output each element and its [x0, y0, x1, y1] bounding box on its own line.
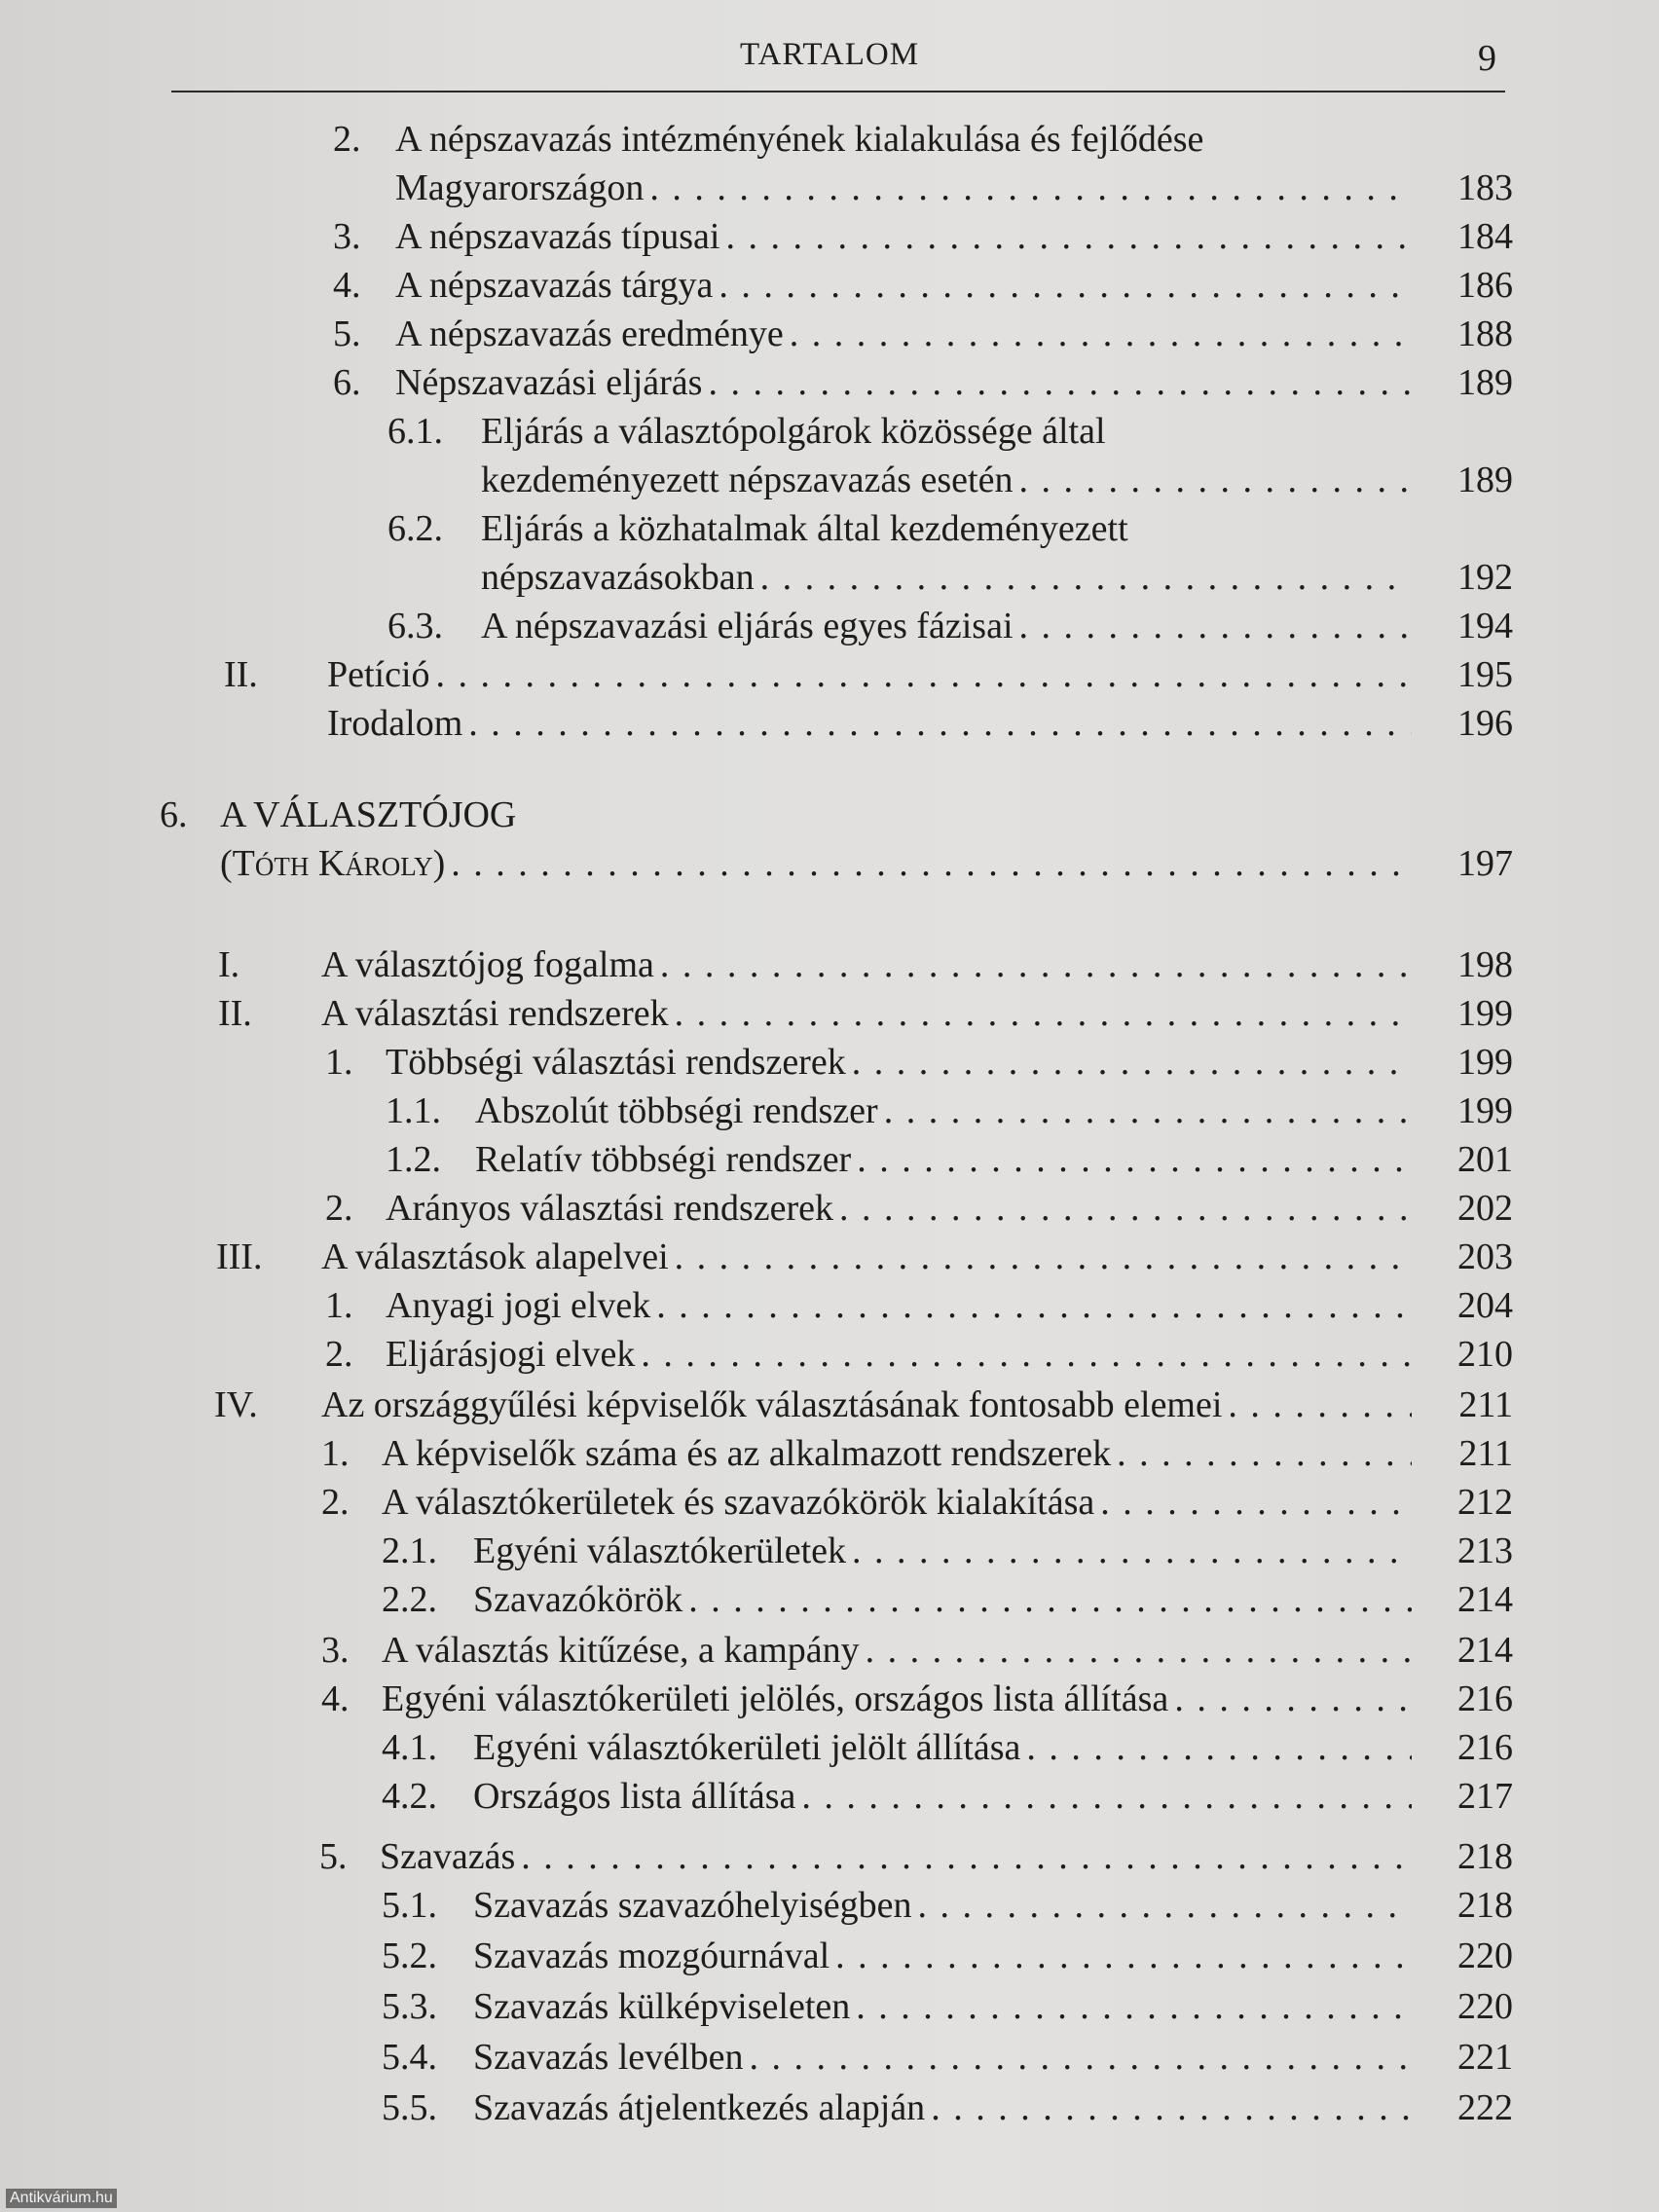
toc-title — [395, 115, 1515, 164]
toc-number: 5.5. — [382, 2087, 437, 2128]
toc-number: IV. — [214, 1384, 258, 1425]
toc-title-text: A népszavazás intézményének kialakulása és fejlődése — [395, 119, 1204, 160]
toc-title — [382, 1478, 1418, 1527]
toc-title-text: A képviselők száma és az alkalmazott rendszerek — [382, 1433, 1112, 1474]
toc-title — [473, 1723, 1418, 1772]
dot-leader — [1019, 602, 1412, 650]
dot-leader — [708, 358, 1412, 407]
toc-entry — [0, 940, 1659, 989]
toc-title — [481, 553, 1418, 602]
toc-entry — [0, 1429, 1659, 1478]
toc-page: 199 — [1457, 1090, 1513, 1131]
toc-title-text: A népszavazás tárgya — [395, 265, 714, 306]
page-number: 9 — [1478, 38, 1496, 79]
dot-leader — [857, 1135, 1412, 1184]
toc-title — [321, 1381, 1418, 1429]
toc-entry — [0, 1381, 1659, 1429]
toc-title-text: Szavazás — [380, 1836, 516, 1877]
toc-title-text: Arányos választási rendszerek — [386, 1188, 834, 1229]
toc-title — [386, 1038, 1418, 1087]
toc-title — [386, 1184, 1418, 1233]
toc-title — [473, 1772, 1418, 1821]
toc-entry — [0, 115, 1659, 164]
toc-page: 210 — [1457, 1334, 1513, 1375]
toc-title-text: Szavazás mozgóurnával — [473, 1936, 830, 1976]
toc-title — [395, 358, 1418, 407]
toc-page: 214 — [1457, 1630, 1513, 1671]
toc-entry — [0, 650, 1659, 699]
toc-entry — [0, 1932, 1659, 1980]
toc-number: 5.2. — [382, 1936, 437, 1976]
dot-leader — [760, 553, 1412, 602]
dot-leader — [839, 1184, 1412, 1233]
toc-page: 194 — [1457, 606, 1513, 646]
toc-title — [382, 1429, 1418, 1478]
toc-page: 217 — [1457, 1776, 1513, 1817]
toc-entry — [0, 1330, 1659, 1379]
toc-number: II. — [224, 654, 258, 695]
dot-leader — [675, 989, 1412, 1038]
dot-leader — [835, 1932, 1412, 1980]
dot-leader — [1100, 1478, 1412, 1527]
toc-title-text: Egyéni választókerületek — [473, 1530, 847, 1571]
toc-page: 198 — [1457, 944, 1513, 985]
toc-title — [473, 2033, 1418, 2082]
toc-number: 2. — [325, 1188, 353, 1229]
dot-leader — [436, 650, 1412, 699]
toc-number: 5.4. — [382, 2037, 437, 2078]
toc-page: 201 — [1457, 1139, 1513, 1180]
toc-number: 3. — [333, 216, 361, 257]
toc-page: 192 — [1457, 557, 1513, 598]
toc-title — [321, 989, 1418, 1038]
toc-number: 6.2. — [387, 508, 443, 549]
toc-number: 5. — [319, 1836, 348, 1877]
toc-title — [395, 164, 1418, 212]
toc-title-text: Magyarországon — [395, 167, 645, 208]
toc-title-text: A választójog fogalma — [321, 944, 654, 985]
toc-number: 4. — [321, 1678, 350, 1719]
toc-title-text: A választás kitűzése, a kampány — [382, 1630, 860, 1671]
toc-entry — [0, 212, 1659, 261]
toc-title — [220, 839, 1418, 888]
toc-entry — [0, 1281, 1659, 1330]
dot-leader — [790, 310, 1412, 358]
dot-leader — [852, 1527, 1412, 1575]
dot-leader — [649, 164, 1412, 212]
toc-page: 211 — [1458, 1433, 1513, 1474]
toc-page: 199 — [1457, 993, 1513, 1034]
toc-number: 2.2. — [382, 1579, 437, 1620]
dot-leader — [801, 1772, 1412, 1821]
toc-entry — [0, 2033, 1659, 2082]
toc-page: 183 — [1457, 167, 1513, 208]
toc-entry — [0, 1038, 1659, 1087]
toc-page: 216 — [1457, 1727, 1513, 1768]
running-title: TARTALOM — [740, 37, 920, 72]
dot-leader — [641, 1330, 1412, 1379]
toc-number: 4.2. — [382, 1776, 437, 1817]
toc-entry — [0, 1184, 1659, 1233]
toc-title — [382, 1675, 1418, 1723]
toc-entry — [0, 1982, 1659, 2031]
toc-page: 195 — [1457, 654, 1513, 695]
toc-entry — [0, 164, 1659, 212]
toc-title — [475, 1087, 1418, 1135]
toc-number: 6.3. — [387, 606, 443, 646]
toc-page: 189 — [1457, 460, 1513, 500]
dot-leader — [675, 1233, 1412, 1281]
toc-page: 213 — [1457, 1530, 1513, 1571]
toc-page: 184 — [1457, 216, 1513, 257]
toc-title-text: Szavazás szavazóhelyiségben — [473, 1885, 912, 1926]
toc-title — [481, 504, 1455, 553]
toc-entry — [0, 456, 1659, 504]
toc-page: 199 — [1457, 1042, 1513, 1083]
toc-title — [321, 940, 1418, 989]
toc-entry — [0, 1087, 1659, 1135]
toc-page: 220 — [1457, 1986, 1513, 2027]
header-rule — [171, 91, 1505, 92]
dot-leader — [719, 261, 1412, 310]
toc-entry — [0, 602, 1659, 650]
toc-title-text: Abszolút többségi rendszer — [475, 1090, 878, 1131]
toc-number: 1. — [325, 1042, 353, 1083]
toc-number: 5.3. — [382, 1986, 437, 2027]
dot-leader — [725, 212, 1412, 261]
toc-title-text: Egyéni választókerületi jelölés, országos lista állítása — [382, 1678, 1169, 1719]
toc-page: 196 — [1457, 703, 1513, 744]
toc-entry — [0, 989, 1659, 1038]
toc-entry — [0, 1478, 1659, 1527]
toc-title-text: Szavazás levélben — [473, 2037, 744, 2078]
toc-page: 221 — [1457, 2037, 1513, 2078]
dot-leader — [1174, 1675, 1412, 1723]
dot-leader — [852, 1038, 1412, 1087]
toc-entry — [0, 1626, 1659, 1675]
toc-entry — [0, 2083, 1659, 2132]
toc-title-text: Egyéni választókerületi jelölt állítása — [473, 1727, 1021, 1768]
toc-number: 3. — [321, 1630, 350, 1671]
toc-title-text: Eljárás a közhatalmak által kezdeményezett — [481, 508, 1128, 549]
dot-leader — [1018, 456, 1412, 504]
toc-number: 1.1. — [386, 1090, 441, 1131]
site-watermark: Antikvárium.hu — [6, 2189, 117, 2208]
toc-title — [321, 1233, 1418, 1281]
chapter-title-text: A VÁLASZTÓJOG — [220, 794, 517, 835]
dot-leader — [856, 1982, 1412, 2031]
toc-title-text: Szavazás külképviseleten — [473, 1986, 851, 2027]
toc-number: 2. — [333, 119, 361, 160]
toc-title-text: kezdeményezett népszavazás esetén — [481, 460, 1014, 500]
toc-title-text: Irodalom — [327, 703, 463, 744]
toc-title-text: Relatív többségi rendszer — [475, 1139, 852, 1180]
toc-number: 2.1. — [382, 1530, 437, 1571]
toc-title — [473, 1881, 1418, 1930]
toc-title — [380, 1832, 1418, 1881]
toc-number: 5. — [333, 313, 361, 354]
toc-title — [382, 1626, 1418, 1675]
dot-leader — [660, 940, 1412, 989]
toc-title-text: Az országgyűlési képviselők választásának fontosabb elemei — [321, 1384, 1223, 1425]
toc-entry — [0, 310, 1659, 358]
toc-title — [395, 212, 1418, 261]
toc-page: 211 — [1458, 1384, 1513, 1425]
dot-leader — [1026, 1723, 1412, 1772]
toc-number: III. — [216, 1236, 263, 1277]
toc-number: 6.1. — [387, 411, 443, 452]
dot-leader — [931, 2083, 1412, 2132]
toc-entry — [0, 553, 1659, 602]
toc-title-text: Eljárás a választópolgárok közössége által — [481, 411, 1106, 452]
chapter-author: (Tóth Károly) — [220, 843, 446, 884]
toc-title-text: A választások alapelvei — [321, 1236, 669, 1277]
toc-page: 222 — [1457, 2087, 1513, 2128]
toc-title-text: Eljárásjogi elvek — [386, 1334, 636, 1375]
toc-entry — [0, 504, 1659, 553]
toc-entry — [0, 1881, 1659, 1930]
dot-leader — [521, 1832, 1412, 1881]
toc-number: 6. — [333, 362, 361, 403]
toc-entry — [0, 261, 1659, 310]
toc-title — [386, 1281, 1418, 1330]
toc-title-text: Szavazás átjelentkezés alapján — [473, 2087, 926, 2128]
toc-number: 4.1. — [382, 1727, 437, 1768]
toc-title — [395, 261, 1418, 310]
toc-title-text: Anyagi jogi elvek — [386, 1285, 651, 1326]
dot-leader — [468, 699, 1412, 748]
toc-number: 2. — [325, 1334, 353, 1375]
toc-title — [395, 310, 1418, 358]
toc-title — [481, 602, 1418, 650]
toc-entry — [0, 699, 1659, 748]
toc-entry — [0, 1575, 1659, 1624]
toc-title — [327, 650, 1418, 699]
dot-leader — [688, 1575, 1412, 1624]
toc-title — [481, 456, 1418, 504]
toc-title-text: Népszavazási eljárás — [395, 362, 703, 403]
toc-entry — [0, 1527, 1659, 1575]
toc-page: 218 — [1457, 1836, 1513, 1877]
toc-page: 186 — [1457, 265, 1513, 306]
chapter-number: 6. — [160, 794, 188, 835]
toc-entry — [0, 1135, 1659, 1184]
toc-title — [481, 407, 1455, 456]
toc-number: 1. — [321, 1433, 350, 1474]
toc-number: 5.1. — [382, 1885, 437, 1926]
toc-number: 4. — [333, 265, 361, 306]
toc-number: 1.2. — [386, 1139, 441, 1180]
toc-number: 1. — [325, 1285, 353, 1326]
toc-page: 214 — [1457, 1579, 1513, 1620]
toc-entry — [0, 358, 1659, 407]
toc-title-text: A népszavazási eljárás egyes fázisai — [481, 606, 1014, 646]
toc-page: 216 — [1457, 1678, 1513, 1719]
dot-leader — [866, 1626, 1412, 1675]
toc-page: 188 — [1457, 313, 1513, 354]
toc-page: 189 — [1457, 362, 1513, 403]
toc-title-text: Szavazókörök — [473, 1579, 683, 1620]
toc-title-text: A népszavazás eredménye — [395, 313, 784, 354]
toc-title — [473, 2083, 1418, 2132]
toc-entry — [0, 1233, 1659, 1281]
toc-entry — [0, 1832, 1659, 1881]
toc-title-text: Petíció — [327, 654, 430, 695]
toc-title-text: A népszavazás típusai — [395, 216, 720, 257]
toc-page: 197 — [1457, 843, 1513, 884]
toc-entry — [0, 1723, 1659, 1772]
toc-page: 212 — [1457, 1482, 1513, 1523]
toc-title-text: A választási rendszerek — [321, 993, 669, 1034]
toc-entry-author — [0, 839, 1659, 888]
dot-leader — [656, 1281, 1412, 1330]
toc-title-text: A választókerületek és szavazókörök kialakítása — [382, 1482, 1095, 1523]
toc-page: 202 — [1457, 1188, 1513, 1229]
toc-page: 220 — [1457, 1936, 1513, 1976]
toc-title — [473, 1527, 1418, 1575]
toc-title — [473, 1932, 1418, 1980]
toc-title — [327, 699, 1418, 748]
dot-leader — [1228, 1381, 1412, 1429]
dot-leader — [884, 1087, 1412, 1135]
toc-title — [473, 1982, 1418, 2031]
toc-number: 2. — [321, 1482, 350, 1523]
chapter-heading — [0, 791, 1659, 839]
toc-page: 203 — [1457, 1236, 1513, 1277]
chapter-title — [220, 791, 1388, 839]
toc-title — [473, 1575, 1418, 1624]
toc-title — [386, 1330, 1418, 1379]
toc-title-text: népszavazásokban — [481, 557, 755, 598]
toc-entry — [0, 1675, 1659, 1723]
toc-number: II. — [218, 993, 252, 1034]
toc-title-text: Többségi választási rendszerek — [386, 1042, 846, 1083]
toc-entry — [0, 407, 1659, 456]
toc-title-text: Országos lista állítása — [473, 1776, 796, 1817]
toc-page: 204 — [1457, 1285, 1513, 1326]
toc-entry — [0, 1772, 1659, 1821]
dot-leader — [749, 2033, 1412, 2082]
dot-leader — [1117, 1429, 1412, 1478]
toc-page: 218 — [1457, 1885, 1513, 1926]
toc-number: I. — [218, 944, 240, 985]
dot-leader — [451, 839, 1412, 888]
toc-title — [475, 1135, 1418, 1184]
dot-leader — [918, 1881, 1412, 1930]
